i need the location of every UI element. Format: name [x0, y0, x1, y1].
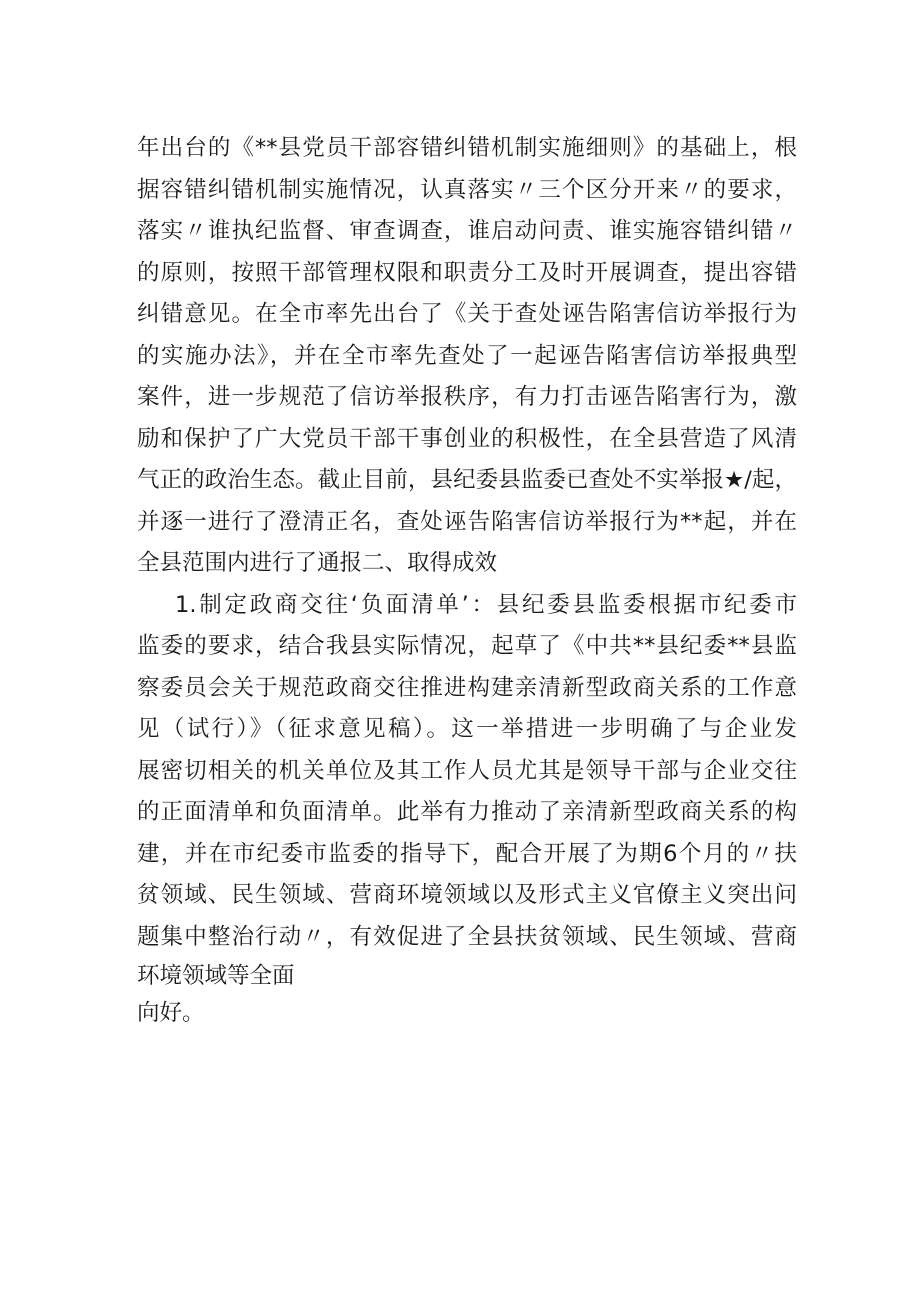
text-line: 的实施办法》，并在全市率先查处了一起诬告陷害信访举报典型 — [137, 342, 797, 369]
text-line: 案件，进一步规范了信访举报秩序，有力打击诬告陷害行为，激 — [137, 384, 797, 410]
text-line: 落实〃谁执纪监督、审查调查，谁启动问责、谁实施容错纠错〃 — [137, 218, 797, 244]
text-line: 的原则，按照干部管理权限和职责分工及时开展调查，提出容错 — [137, 259, 797, 286]
text-line: 察委员会关于规范政商交往推进构建亲清新型政商关系的工作意 — [137, 674, 797, 701]
text-line: 气正的政治生态。截止目前，县纪委县监委已查处不实举报★/起， — [137, 467, 797, 493]
text-line: 展密切相关的机关单位及其工作人员尤其是领导干部与企业交往 — [137, 757, 797, 784]
text-line: 励和保护了广大党员干部干事创业的积极性，在全县营造了风清 — [137, 425, 797, 452]
text-line: 年出台的《**县党员干部容错纠错机制实施细则》的基础上，根 — [137, 135, 797, 161]
paragraph-2 — [137, 585, 797, 1033]
text-line: 的正面清单和负面清单。此举有力推动了亲清新型政商关系的构 — [137, 799, 797, 825]
text-line: 监委的要求，结合我县实际情况，起草了《中共**县纪委**县监 — [137, 633, 797, 659]
text-line: 贫领域、民生领域、营商环境领域以及形式主义官僚主义突出问 — [137, 882, 797, 908]
document-body — [137, 128, 797, 1032]
text-line: 1.制定政商交往‘负面清单’：县纪委县监委根据市纪委市 — [175, 591, 797, 618]
text-line: 据容错纠错机制实施情况，认真落实〃三个区分开来〃的要求， — [137, 176, 797, 203]
text-line: 全县范围内进行了通报二、取得成效 — [137, 550, 498, 576]
text-line: 题集中整治行动〃，有效促进了全县扶贫领域、民生领域、营商 — [137, 923, 797, 950]
text-line: 纠错意见。在全市率先出台了《关于查处诬告陷害信访举报行为 — [137, 301, 797, 327]
text-line: 见（试行）》（征求意见稿）。这一举措进一步明确了与企业发 — [137, 716, 797, 742]
text-line: 并逐一进行了澄清正名，查处诬告陷害信访举报行为**起，并在 — [137, 508, 797, 535]
text-line: 向好。 — [137, 1000, 205, 1026]
text-line: 环境领域等全面 — [137, 963, 295, 989]
paragraph-1 — [137, 128, 797, 585]
text-line: 建，并在市纪委市监委的指导下，配合开展了为期6个月的〃扶 — [137, 840, 797, 867]
